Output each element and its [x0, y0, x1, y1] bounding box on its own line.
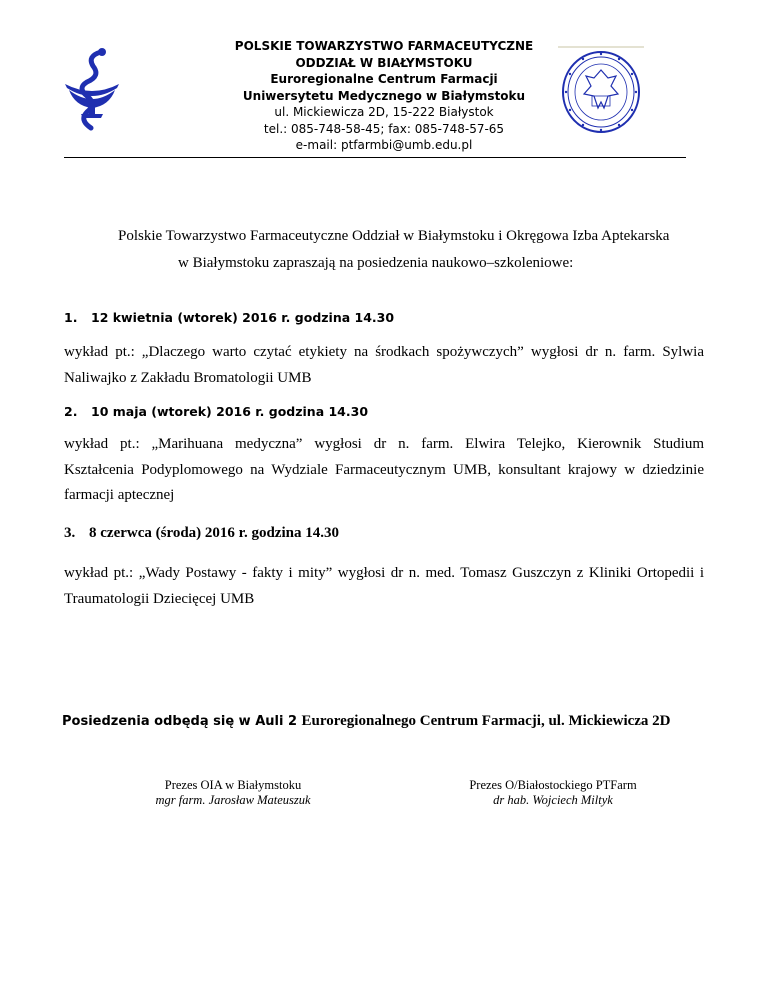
org-address: ul. Mickiewicza 2D, 15-222 Białystok — [274, 105, 494, 119]
signature-right-person: dr hab. Wojciech Miltyk — [493, 793, 613, 807]
venue-part-1: Posiedzenia odbędą się w Auli 2 — [62, 714, 302, 729]
meeting-3-date: 8 czerwca (środa) 2016 r. godzina 14.30 — [89, 525, 339, 541]
org-center: Euroregionalne Centrum Farmacji — [270, 72, 498, 86]
meeting-2-line-2: Kształcenia Podyplomowego na Wydziale Farmaceutycznym UMB, konsultant krajowy w dziedzinie — [64, 461, 704, 478]
meeting-2-number: 2. — [64, 404, 78, 419]
org-branch: ODDZIAŁ W BIAŁYMSTOKU — [295, 55, 473, 70]
letterhead — [0, 38, 768, 154]
venue-part-2: Euroregionalnego Centrum Farmacji, ul. Mickiewicza 2D — [301, 713, 671, 729]
intro-line-2: w Białymstoku zapraszają na posiedzenia naukowo–szkoleniowe: — [178, 255, 574, 271]
meeting-1-description — [64, 340, 704, 391]
meeting-2-line-1: wykład pt.: „Marihuana medyczna” wygłosi dr n. farm. Elwira Telejko, Kierownik Studium — [64, 436, 704, 452]
meeting-2-heading — [64, 404, 368, 419]
meeting-1-heading — [64, 310, 394, 325]
meeting-1-line-2: Naliwajko z Zakładu Bromatologii UMB — [64, 369, 312, 386]
meeting-3-description — [64, 561, 704, 612]
signature-left — [128, 778, 338, 808]
meeting-1-line-1: wykład pt.: „Dlaczego warto czytać etykiety na środkach spożywczych” wygłosi dr n. farm. Sylwia — [64, 344, 704, 360]
org-university: Uniwersytetu Medycznego w Białymstoku — [242, 88, 526, 103]
signature-right — [438, 778, 668, 808]
org-name: POLSKIE TOWARZYSTWO FARMACEUTYCZNE — [234, 39, 534, 53]
signature-left-role: Prezes OIA w Białymstoku — [164, 778, 302, 792]
signature-right-role: Prezes O/Białostockiego PTFarm — [469, 778, 637, 792]
venue-note — [62, 712, 671, 730]
intro-line-1: Polskie Towarzystwo Farmaceutyczne Oddział w Białymstoku i Okręgowa Izba Aptekarska — [118, 228, 670, 244]
header-divider — [64, 157, 686, 158]
meeting-1-number: 1. — [64, 310, 78, 325]
meeting-3-number: 3. — [64, 525, 76, 541]
meeting-3-line-2: Traumatologii Dziecięcej UMB — [64, 590, 255, 607]
meeting-3-line-1: wykład pt.: „Wady Postawy - fakty i mity” wygłosi dr n. med. Tomasz Guszczyn z Kliniki Ortopedii i — [64, 565, 704, 581]
meeting-3-heading — [64, 525, 339, 542]
signature-left-person: mgr farm. Jarosław Mateuszuk — [155, 793, 311, 807]
meeting-2-line-3: farmacji aptecznej — [64, 487, 175, 503]
meeting-1-date: 12 kwietnia (wtorek) 2016 r. godzina 14.30 — [91, 310, 395, 325]
meeting-2-date: 10 maja (wtorek) 2016 r. godzina 14.30 — [91, 404, 369, 419]
meeting-2-description — [64, 432, 704, 509]
org-phone-fax: tel.: 085-748-58-45; fax: 085-748-57-65 — [263, 121, 505, 136]
org-email: e-mail: ptfarmbi@umb.edu.pl — [295, 138, 473, 152]
